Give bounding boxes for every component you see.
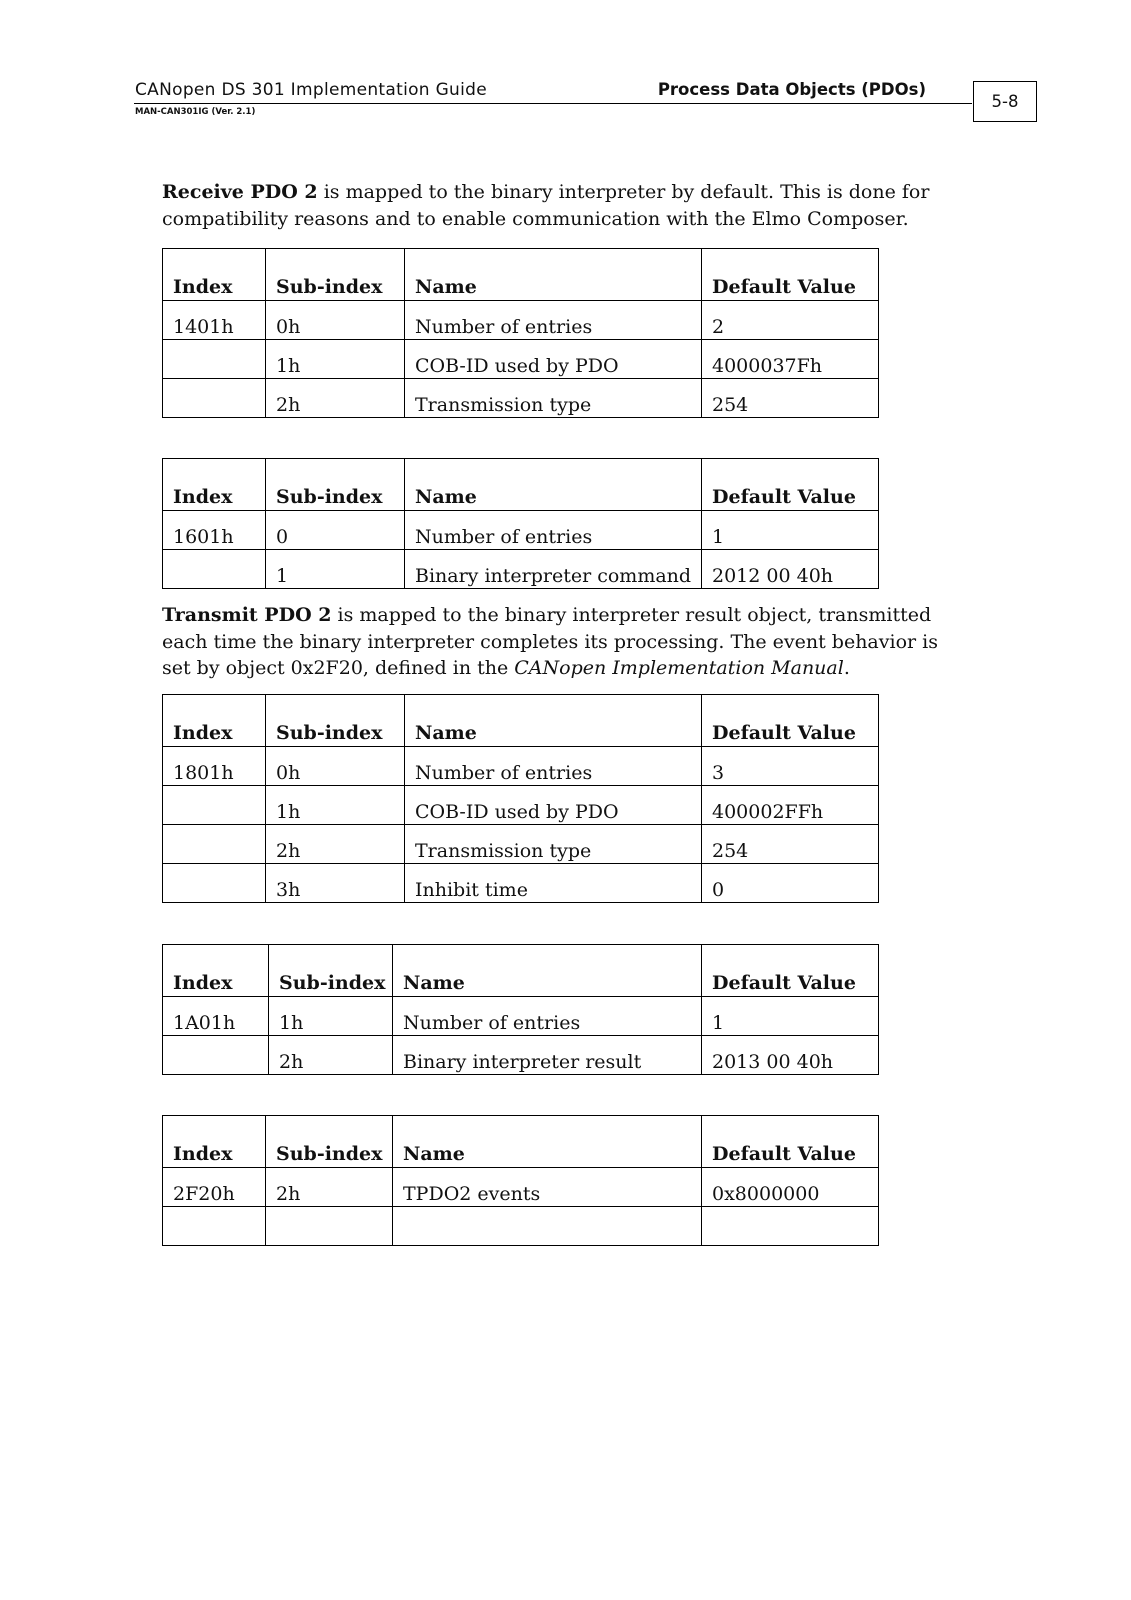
column-header-default-value: Default Value <box>702 945 879 997</box>
cell-name: Binary interpreter command <box>405 550 702 589</box>
column-header-default-value: Default Value <box>702 695 879 747</box>
cell-default-value: 2013 00 40h <box>702 1036 879 1075</box>
column-header-name: Name <box>405 695 702 747</box>
cell-index <box>163 786 266 825</box>
table-header-row <box>163 249 879 301</box>
cell-sub-index: 0 <box>266 511 405 550</box>
cell-default-value: 400002FFh <box>702 786 879 825</box>
cell-name: Transmission type <box>405 379 702 418</box>
paragraph-receive-pdo <box>162 179 972 232</box>
cell-sub-index: 0h <box>266 747 405 786</box>
cell-index <box>163 825 266 864</box>
table-row <box>163 825 879 864</box>
column-header-sub-index: Sub-index <box>266 249 405 301</box>
table-header-row <box>163 1116 879 1168</box>
cell-name: Number of entries <box>405 511 702 550</box>
cell-name: Number of entries <box>405 301 702 340</box>
cell-name <box>393 1207 702 1246</box>
table-row <box>163 747 879 786</box>
cell-default-value: 3 <box>702 747 879 786</box>
table-row <box>163 997 879 1036</box>
column-header-index: Index <box>163 1116 266 1168</box>
cell-index: 2F20h <box>163 1168 266 1207</box>
cell-index: 1A01h <box>163 997 269 1036</box>
cell-default-value: 1 <box>702 997 879 1036</box>
cell-name: COB-ID used by PDO <box>405 340 702 379</box>
cell-default-value: 254 <box>702 825 879 864</box>
column-header-name: Name <box>405 249 702 301</box>
cell-default-value: 2 <box>702 301 879 340</box>
table-row <box>163 864 879 903</box>
column-header-index: Index <box>163 459 266 511</box>
cell-name: Binary interpreter result <box>393 1036 702 1075</box>
section-title: Process Data Objects (PDOs) <box>657 80 926 99</box>
cell-sub-index: 2h <box>266 1168 393 1207</box>
table-header-row <box>163 945 879 997</box>
column-header-sub-index: Sub-index <box>266 695 405 747</box>
cell-name: TPDO2 events <box>393 1168 702 1207</box>
table-1401h <box>162 248 879 418</box>
table-row <box>163 550 879 589</box>
cell-index: 1601h <box>163 511 266 550</box>
document-title: CANopen DS 301 Implementation Guide <box>135 80 487 100</box>
table-row <box>163 1168 879 1207</box>
cell-name: Inhibit time <box>405 864 702 903</box>
column-header-name: Name <box>393 1116 702 1168</box>
column-header-default-value: Default Value <box>702 459 879 511</box>
paragraph-text: is mapped to the binary interpreter result object, transmitted each time the binary interpreter completes its processing. The event behavior is set by object 0x2F20, defined in the <box>162 604 938 679</box>
cell-default-value: 0x8000000 <box>702 1168 879 1207</box>
cell-default-value: 4000037Fh <box>702 340 879 379</box>
table-1601h <box>162 458 879 589</box>
cell-name: COB-ID used by PDO <box>405 786 702 825</box>
cell-index: 1401h <box>163 301 266 340</box>
table-header-row <box>163 695 879 747</box>
cell-sub-index: 1h <box>269 997 393 1036</box>
column-header-name: Name <box>393 945 702 997</box>
cell-index <box>163 864 266 903</box>
cell-name: Number of entries <box>393 997 702 1036</box>
paragraph-bold-lead: Receive PDO 2 <box>162 181 318 203</box>
cell-name: Number of entries <box>405 747 702 786</box>
cell-sub-index: 1h <box>266 786 405 825</box>
cell-default-value <box>702 1207 879 1246</box>
column-header-sub-index: Sub-index <box>266 1116 393 1168</box>
cell-sub-index: 2h <box>269 1036 393 1075</box>
cell-default-value: 2012 00 40h <box>702 550 879 589</box>
table-row <box>163 1207 879 1246</box>
table-row <box>163 340 879 379</box>
table-1801h <box>162 694 879 903</box>
table-1a01h <box>162 944 879 1075</box>
cell-index <box>163 1036 269 1075</box>
cell-default-value: 0 <box>702 864 879 903</box>
cell-index <box>163 1207 266 1246</box>
page-number: 5-8 <box>973 81 1037 122</box>
column-header-index: Index <box>163 945 269 997</box>
column-header-default-value: Default Value <box>702 249 879 301</box>
column-header-index: Index <box>163 695 266 747</box>
cell-default-value: 254 <box>702 379 879 418</box>
paragraph-bold-lead: Transmit PDO 2 <box>162 604 332 626</box>
cell-sub-index: 1h <box>266 340 405 379</box>
document-version: MAN-CAN301IG (Ver. 2.1) <box>135 107 256 117</box>
table-row <box>163 301 879 340</box>
table-row <box>163 379 879 418</box>
cell-index <box>163 379 266 418</box>
cell-sub-index: 3h <box>266 864 405 903</box>
column-header-name: Name <box>405 459 702 511</box>
cell-name: Transmission type <box>405 825 702 864</box>
column-header-sub-index: Sub-index <box>266 459 405 511</box>
cell-index: 1801h <box>163 747 266 786</box>
table-2f20h <box>162 1115 879 1246</box>
cell-index <box>163 340 266 379</box>
column-header-sub-index: Sub-index <box>269 945 393 997</box>
cell-sub-index: 2h <box>266 825 405 864</box>
cell-sub-index: 1 <box>266 550 405 589</box>
paragraph-transmit-pdo <box>162 602 972 682</box>
table-header-row <box>163 459 879 511</box>
paragraph-text: is mapped to the binary interpreter by default. This is done for compatibility reasons and to enable communication with the Elmo Composer. <box>162 181 930 230</box>
cell-sub-index: 0h <box>266 301 405 340</box>
paragraph-text-end: . <box>843 657 850 679</box>
manual-reference: CANopen Implementation Manual <box>514 657 844 679</box>
cell-index <box>163 550 266 589</box>
cell-sub-index: 2h <box>266 379 405 418</box>
table-row <box>163 1036 879 1075</box>
cell-default-value: 1 <box>702 511 879 550</box>
table-row <box>163 511 879 550</box>
header-rule <box>134 103 972 104</box>
column-header-default-value: Default Value <box>702 1116 879 1168</box>
column-header-index: Index <box>163 249 266 301</box>
cell-sub-index <box>266 1207 393 1246</box>
table-row <box>163 786 879 825</box>
